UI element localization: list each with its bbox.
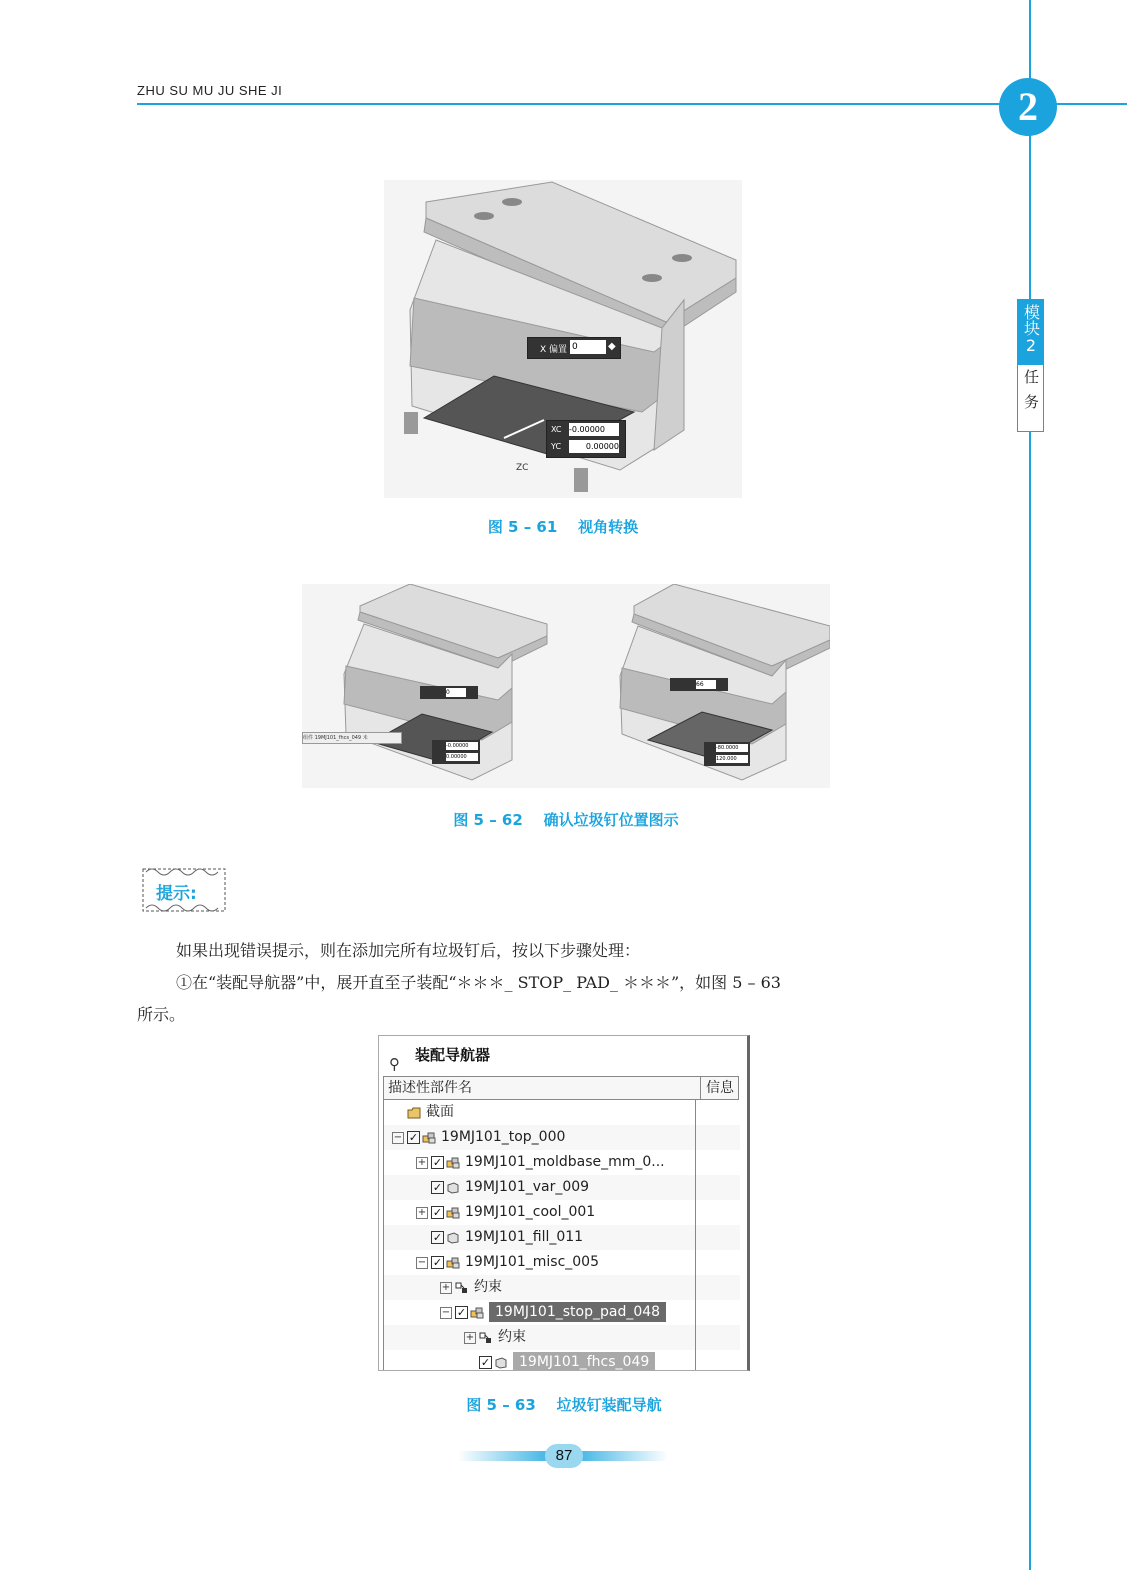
task-label: 任务	[1022, 369, 1040, 419]
body-paragraph-2-line-2: 所示。	[137, 1005, 186, 1024]
checkbox-icon[interactable]: ✓	[432, 1181, 443, 1194]
figure-5-62-image	[302, 584, 830, 788]
expand-icon[interactable]: +	[417, 1156, 427, 1168]
tree-row-label: 19MJ101_fhcs_049	[513, 1352, 655, 1371]
tree-row[interactable]	[384, 1250, 740, 1275]
navigator-column-header	[383, 1076, 739, 1100]
column-info-header[interactable]: 信息	[700, 1077, 734, 1099]
body-paragraph-2-line-1: ①在“装配导航器”中，展开直至子装配“＊＊＊_ STOP_ PAD_ ＊＊＊”，如图 5 – 63	[176, 973, 781, 992]
figure-5-62-caption: 图 5 – 62 确认垃圾钉位置图示	[453, 811, 679, 829]
assembly-navigator-panel	[378, 1035, 750, 1371]
tree-row[interactable]	[384, 1300, 740, 1325]
tree-row[interactable]	[384, 1150, 740, 1175]
checkbox-icon[interactable]: ✓	[432, 1206, 443, 1219]
yc-input[interactable]: 0.00000	[569, 440, 619, 453]
body-paragraph-1: 如果出现错误提示，则在添加完所有垃圾钉后，按以下步骤处理：	[176, 941, 641, 960]
tree-row[interactable]	[384, 1275, 740, 1300]
assembly-icon	[446, 1205, 465, 1221]
tree-row-label: 19MJ101_var_009	[465, 1179, 590, 1195]
x-offset-widget[interactable]: X 偏置 0 ◆	[527, 337, 621, 359]
tree-row[interactable]	[384, 1225, 740, 1250]
folder-icon	[407, 1105, 426, 1121]
running-header: ZHU SU MU JU SHE JI	[137, 83, 283, 98]
pin-icon[interactable]: ⚲	[389, 1055, 400, 1073]
checkbox-icon[interactable]: ✓	[456, 1306, 467, 1319]
expand-icon[interactable]: +	[465, 1331, 475, 1343]
zc-axis-label: ZC	[516, 463, 529, 473]
checkbox-icon[interactable]: ✓	[432, 1231, 443, 1244]
chapter-number-badge: 2	[999, 78, 1057, 136]
tree-row-label: 19MJ101_moldbase_mm_0...	[465, 1154, 665, 1170]
part-icon	[494, 1355, 513, 1371]
tree-row[interactable]	[384, 1100, 740, 1125]
figure-5-61-caption: 图 5 – 61 视角转换	[487, 518, 639, 536]
assembly-icon	[446, 1155, 465, 1171]
collapse-icon[interactable]: −	[417, 1256, 427, 1268]
tree-row-label: 截面	[426, 1104, 454, 1120]
constraint-icon	[479, 1330, 498, 1346]
assembly-icon	[422, 1130, 441, 1146]
info-column-divider	[695, 1100, 696, 1371]
constraint-icon	[455, 1280, 474, 1296]
tree-row[interactable]	[384, 1325, 740, 1350]
tree-row[interactable]	[384, 1200, 740, 1225]
tree-row-label: 19MJ101_top_000	[441, 1129, 566, 1145]
tree-row-label: 19MJ101_misc_005	[465, 1254, 599, 1270]
right-xc-yc-widget: -80.0000 120.000	[704, 742, 750, 766]
module-label: 模块2	[1018, 300, 1043, 365]
xc-input[interactable]: -0.00000	[569, 423, 619, 436]
tree-row-label: 19MJ101_cool_001	[465, 1204, 596, 1220]
column-name-header[interactable]: 描述性部件名	[388, 1080, 472, 1096]
tree-row[interactable]	[384, 1175, 740, 1200]
expand-icon[interactable]: +	[417, 1206, 427, 1218]
figure-5-61-image	[384, 180, 742, 498]
navigator-title: ⚲ 装配导航器	[379, 1036, 747, 1074]
header-rule	[137, 103, 1127, 105]
left-tooltip: 组件 19MJ101_fhcs_049 未	[302, 732, 402, 744]
tree-row[interactable]	[384, 1350, 740, 1371]
collapse-icon[interactable]: −	[393, 1131, 403, 1143]
checkbox-icon[interactable]: ✓	[432, 1256, 443, 1269]
navigator-tree	[383, 1100, 739, 1371]
assembly-icon	[470, 1305, 489, 1321]
tip-label: 提示:	[156, 884, 197, 904]
mold-comparison-views	[302, 584, 830, 788]
assembly-icon	[446, 1255, 465, 1271]
expand-icon[interactable]: +	[441, 1281, 451, 1293]
checkbox-icon[interactable]: ✓	[480, 1356, 491, 1369]
part-icon	[446, 1180, 465, 1196]
checkbox-icon[interactable]: ✓	[432, 1156, 443, 1169]
page-number: 87	[545, 1444, 583, 1468]
left-x-offset-widget[interactable]: 0	[420, 686, 478, 699]
tree-row-label: 约束	[474, 1279, 502, 1295]
x-offset-input[interactable]: 0	[570, 340, 606, 354]
side-rule	[1029, 0, 1031, 1570]
part-icon	[446, 1230, 465, 1246]
spin-arrows-icon[interactable]: ◆	[608, 341, 616, 352]
left-xc-yc-widget: -0.00000 0.00000	[432, 740, 480, 764]
figure-5-63-caption: 图 5 – 63 垃圾钉装配导航	[466, 1396, 662, 1414]
module-side-tab	[1017, 299, 1044, 432]
right-x-offset-widget[interactable]: 66	[670, 678, 728, 691]
tree-row-label: 19MJ101_fill_011	[465, 1229, 584, 1245]
tree-row-label: 约束	[498, 1329, 526, 1345]
collapse-icon[interactable]: −	[441, 1306, 451, 1318]
checkbox-icon[interactable]: ✓	[408, 1131, 419, 1144]
tree-row-label: 19MJ101_stop_pad_048	[489, 1302, 666, 1322]
xc-yc-widget: XC -0.00000 YC 0.00000	[546, 420, 626, 458]
tree-row[interactable]	[384, 1125, 740, 1150]
